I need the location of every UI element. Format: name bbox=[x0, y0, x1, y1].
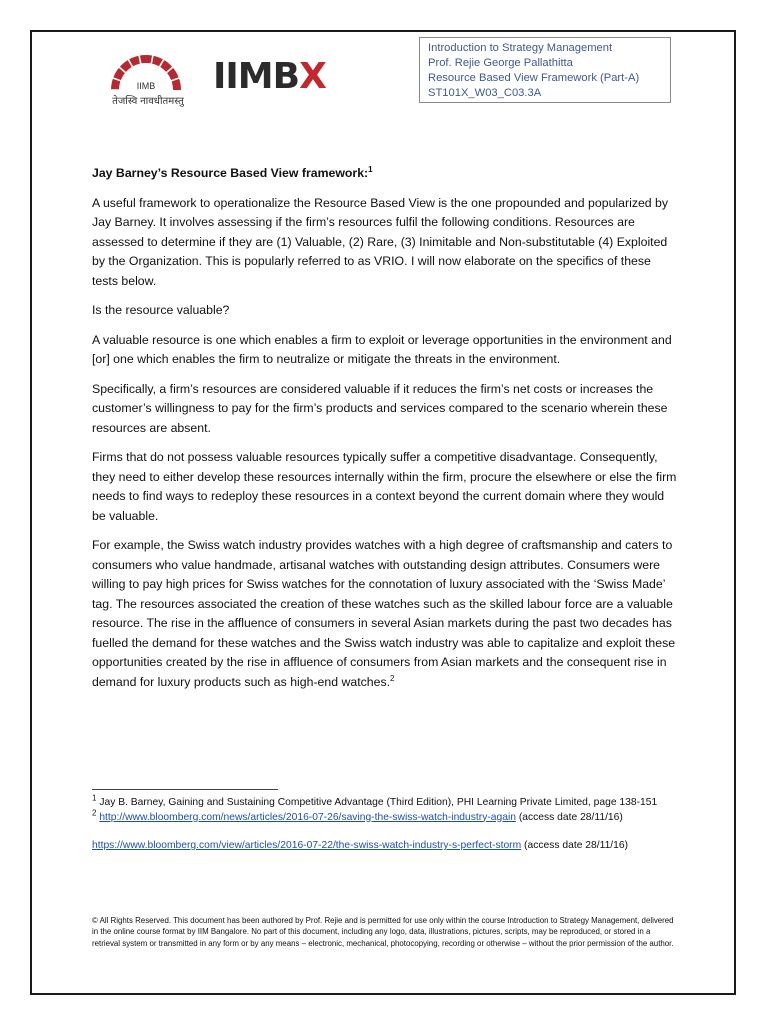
professor-name: Prof. Rejie George Pallathitta bbox=[428, 57, 573, 69]
footnote-divider bbox=[92, 789, 278, 790]
paragraph-1: A valuable resource is one which enables a firm to exploit or leverage opportunities in the environment and [or] one which enables the firm to neutralize or mitigate the threats in the environment. bbox=[92, 332, 672, 366]
paragraph-4-text: For example, the Swiss watch industry provides watches with a high degree of craftsmanship and caters to consumers who value handmade, artisanal watches with outstanding design attributes. Consumers were willing to pay high prices for Swiss watches for the connotation of luxury associated with the ‘Swiss Made’ tag. The resources associated the creation of these watches such as the skilled labour force are a valuable resource. The rise in the affluence of consumers in several Asian markets during the past two decades has fuelled the demand for these watches and the Swiss watch industry was able to capitalize and exploit these opportunities created by the rise in affluence of consumers from Asian markets and the consequent rise in demand for luxury products such as high-end watches. bbox=[92, 538, 676, 689]
document-body bbox=[92, 164, 678, 702]
course-title: Introduction to Strategy Management bbox=[428, 42, 613, 54]
iimbx-logo bbox=[213, 57, 326, 97]
footnote-2-access: (access date 28/11/16) bbox=[515, 811, 623, 823]
iimb-logo-text: IIMB bbox=[136, 81, 156, 91]
footnote-3 bbox=[92, 839, 678, 854]
footnote-1-text: Jay B. Barney, Gaining and Sustaining Competitive Advantage (Third Edition), PHI Learning Private Limited, page 138-151 bbox=[96, 797, 658, 808]
paragraph-4 bbox=[92, 536, 678, 692]
section-heading bbox=[92, 164, 678, 184]
footnotes bbox=[92, 793, 678, 854]
copyright-text: All Rights Reserved. This document has been authored by Prof. Rejie and is permitted for use only within the course Introduction to Strategy Management, delivered in the online course format by IIM Bangalore. No part of this document, including any logo, data, illustrations, pictures, scripts, may be reproduced, or stored in a retrieval system or transmitted in any form or by any means – electronic, mechanical, photocopying, recording or otherwise – without the prior permission of the author. bbox=[92, 916, 674, 948]
footnote-1 bbox=[92, 793, 678, 811]
copyright-symbol: © bbox=[92, 916, 98, 925]
footnote-ref-1[interactable]: 1 bbox=[368, 164, 373, 174]
footnote-spacer bbox=[92, 825, 678, 839]
iimb-tagline: तेजस्वि नावधीतमस्तु bbox=[112, 96, 184, 107]
course-code: ST101X_W03_C03.3A bbox=[428, 87, 542, 99]
footnote-3-link[interactable]: https://www.bloomberg.com/view/articles/2016-07-22/the-swiss-watch-industry-s-perfect-storm bbox=[92, 840, 522, 851]
footnote-2-marker: 2 bbox=[92, 808, 97, 818]
footnote-3-access: (access date 28/11/16) bbox=[521, 840, 629, 851]
footnote-2-link[interactable]: http://www.bloomberg.com/news/articles/2016-07-26/saving-the-swiss-watch-industry-again bbox=[99, 811, 516, 823]
topic-title: Resource Based View Framework (Part-A) bbox=[428, 72, 640, 84]
intro-paragraph: A useful framework to operationalize the Resource Based View is the one propounded and popularized by Jay Barney. It involves assessing if the firm’s resources fulfil the following conditions. Resources are assessed to determine if they are (1) Valuable, (2) Rare, (3) Inimitable and Non-substitutable (4) Exploited by the Organization. This is popularly referred to as VRIO. I will now elaborate on the specifics of these tests below. bbox=[92, 195, 669, 288]
paragraph-2: Specifically, a firm’s resources are considered valuable if it reduces the firm’s net costs or increases the customer’s willingness to pay for the firm’s products and services compared to the scenario wherein these resources are absent. bbox=[92, 381, 668, 435]
iimbx-logo-main: IIMB bbox=[213, 56, 300, 97]
footnote-1-marker: 1 bbox=[92, 793, 97, 803]
subheading: Is the resource valuable? bbox=[92, 303, 230, 317]
course-info-box bbox=[419, 37, 671, 103]
iimbx-logo-x: X bbox=[299, 56, 326, 97]
copyright-notice bbox=[92, 915, 678, 949]
section-heading-text: Jay Barney’s Resource Based View framework: bbox=[92, 166, 369, 180]
paragraph-3: Firms that do not possess valuable resources typically suffer a competitive disadvantage. Consequently, they need to either develop these resources internally within the firm, procure the elsewhere or else the firm needs to find ways to redeploy these resources in a context beyond the current domain where they would be valuable. bbox=[92, 450, 677, 523]
footnote-ref-2[interactable]: 2 bbox=[390, 673, 395, 683]
footnote-2 bbox=[92, 808, 678, 826]
